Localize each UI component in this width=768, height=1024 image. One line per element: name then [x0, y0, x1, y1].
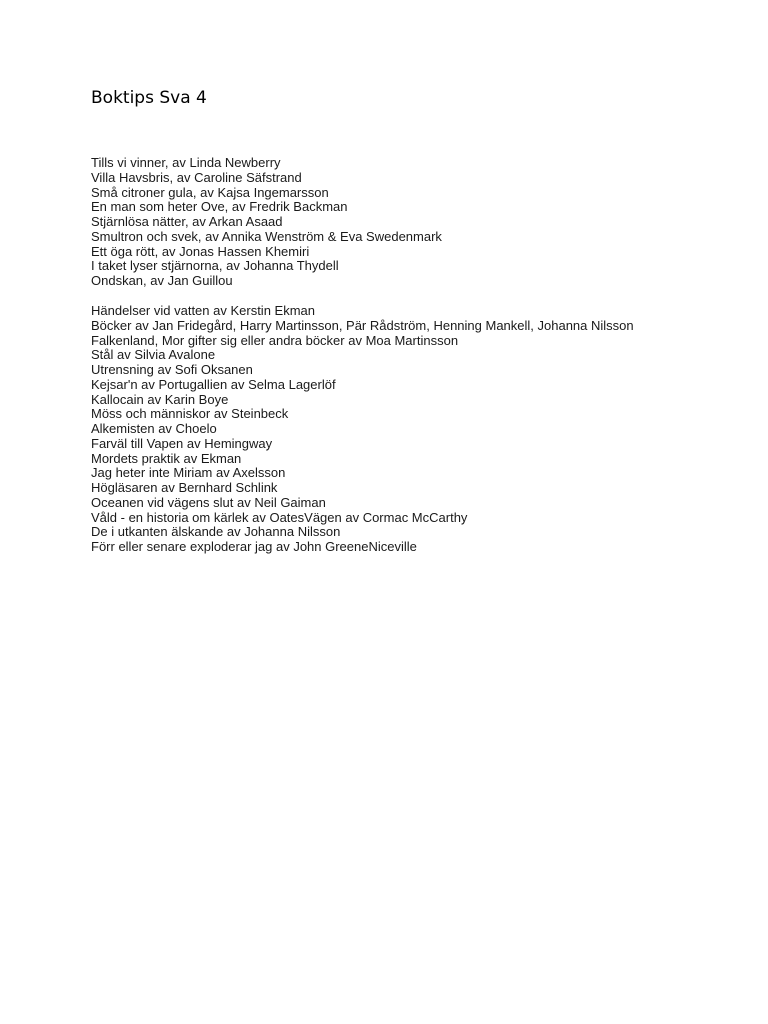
list-item: Utrensning av Sofi Oksanen: [91, 362, 253, 377]
list-item: De i utkanten älskande av Johanna Nilsson: [91, 524, 341, 540]
list-item: Kejsar'n av Portugallien av Selma Lagerlöf: [91, 376, 336, 392]
list-item: Falkenland, Mor gifter sig eller andra böcker av Moa Martinsson: [91, 332, 459, 348]
list-item: Farväl till Vapen av Hemingway: [91, 435, 273, 451]
list-item: Stjärnlösa nätter, av Arkan Asaad: [91, 214, 283, 229]
book-list-swedish: [91, 156, 442, 289]
list-item: Händelser vid vatten av Kerstin Ekman: [91, 303, 315, 318]
book-list-classics: [91, 304, 634, 555]
list-item: Villa Havsbris, av Caroline Säfstrand: [91, 169, 302, 185]
list-item: Ett öga rött, av Jonas Hassen Khemiri: [91, 243, 310, 259]
list-item: I taket lyser stjärnorna, av Johanna Thydell: [91, 258, 339, 274]
list-item: Smultron och svek, av Annika Wenström & Eva Swedenmark: [91, 228, 442, 244]
page-title: Boktips Sva 4: [91, 88, 207, 108]
list-item: Jag heter inte Miriam av Axelsson: [91, 465, 286, 481]
list-item: Våld - en historia om kärlek av OatesVägen av Cormac McCarthy: [91, 509, 468, 525]
list-item: Små citroner gula, av Kajsa Ingemarsson: [91, 184, 329, 200]
list-item: Alkemisten av Choelo: [91, 421, 217, 436]
list-item: En man som heter Ove, av Fredrik Backman: [91, 199, 348, 215]
list-item: Mordets praktik av Ekman: [91, 450, 242, 466]
list-item: Högläsaren av Bernhard Schlink: [91, 480, 278, 495]
list-item: Förr eller senare exploderar jag av John GreeneNiceville: [91, 539, 417, 554]
list-item: Böcker av Jan Fridegård, Harry Martinsson, Pär Rådström, Henning Mankell, Johanna Nilsson: [91, 317, 634, 333]
list-item: Ondskan, av Jan Guillou: [91, 273, 233, 288]
list-item: Tills vi vinner, av Linda Newberry: [91, 155, 281, 170]
list-item: Oceanen vid vägens slut av Neil Gaiman: [91, 494, 326, 510]
list-item: Kallocain av Karin Boye: [91, 391, 229, 407]
list-item: Möss och människor av Steinbeck: [91, 406, 289, 422]
list-item: Stål av Silvia Avalone: [91, 347, 216, 363]
